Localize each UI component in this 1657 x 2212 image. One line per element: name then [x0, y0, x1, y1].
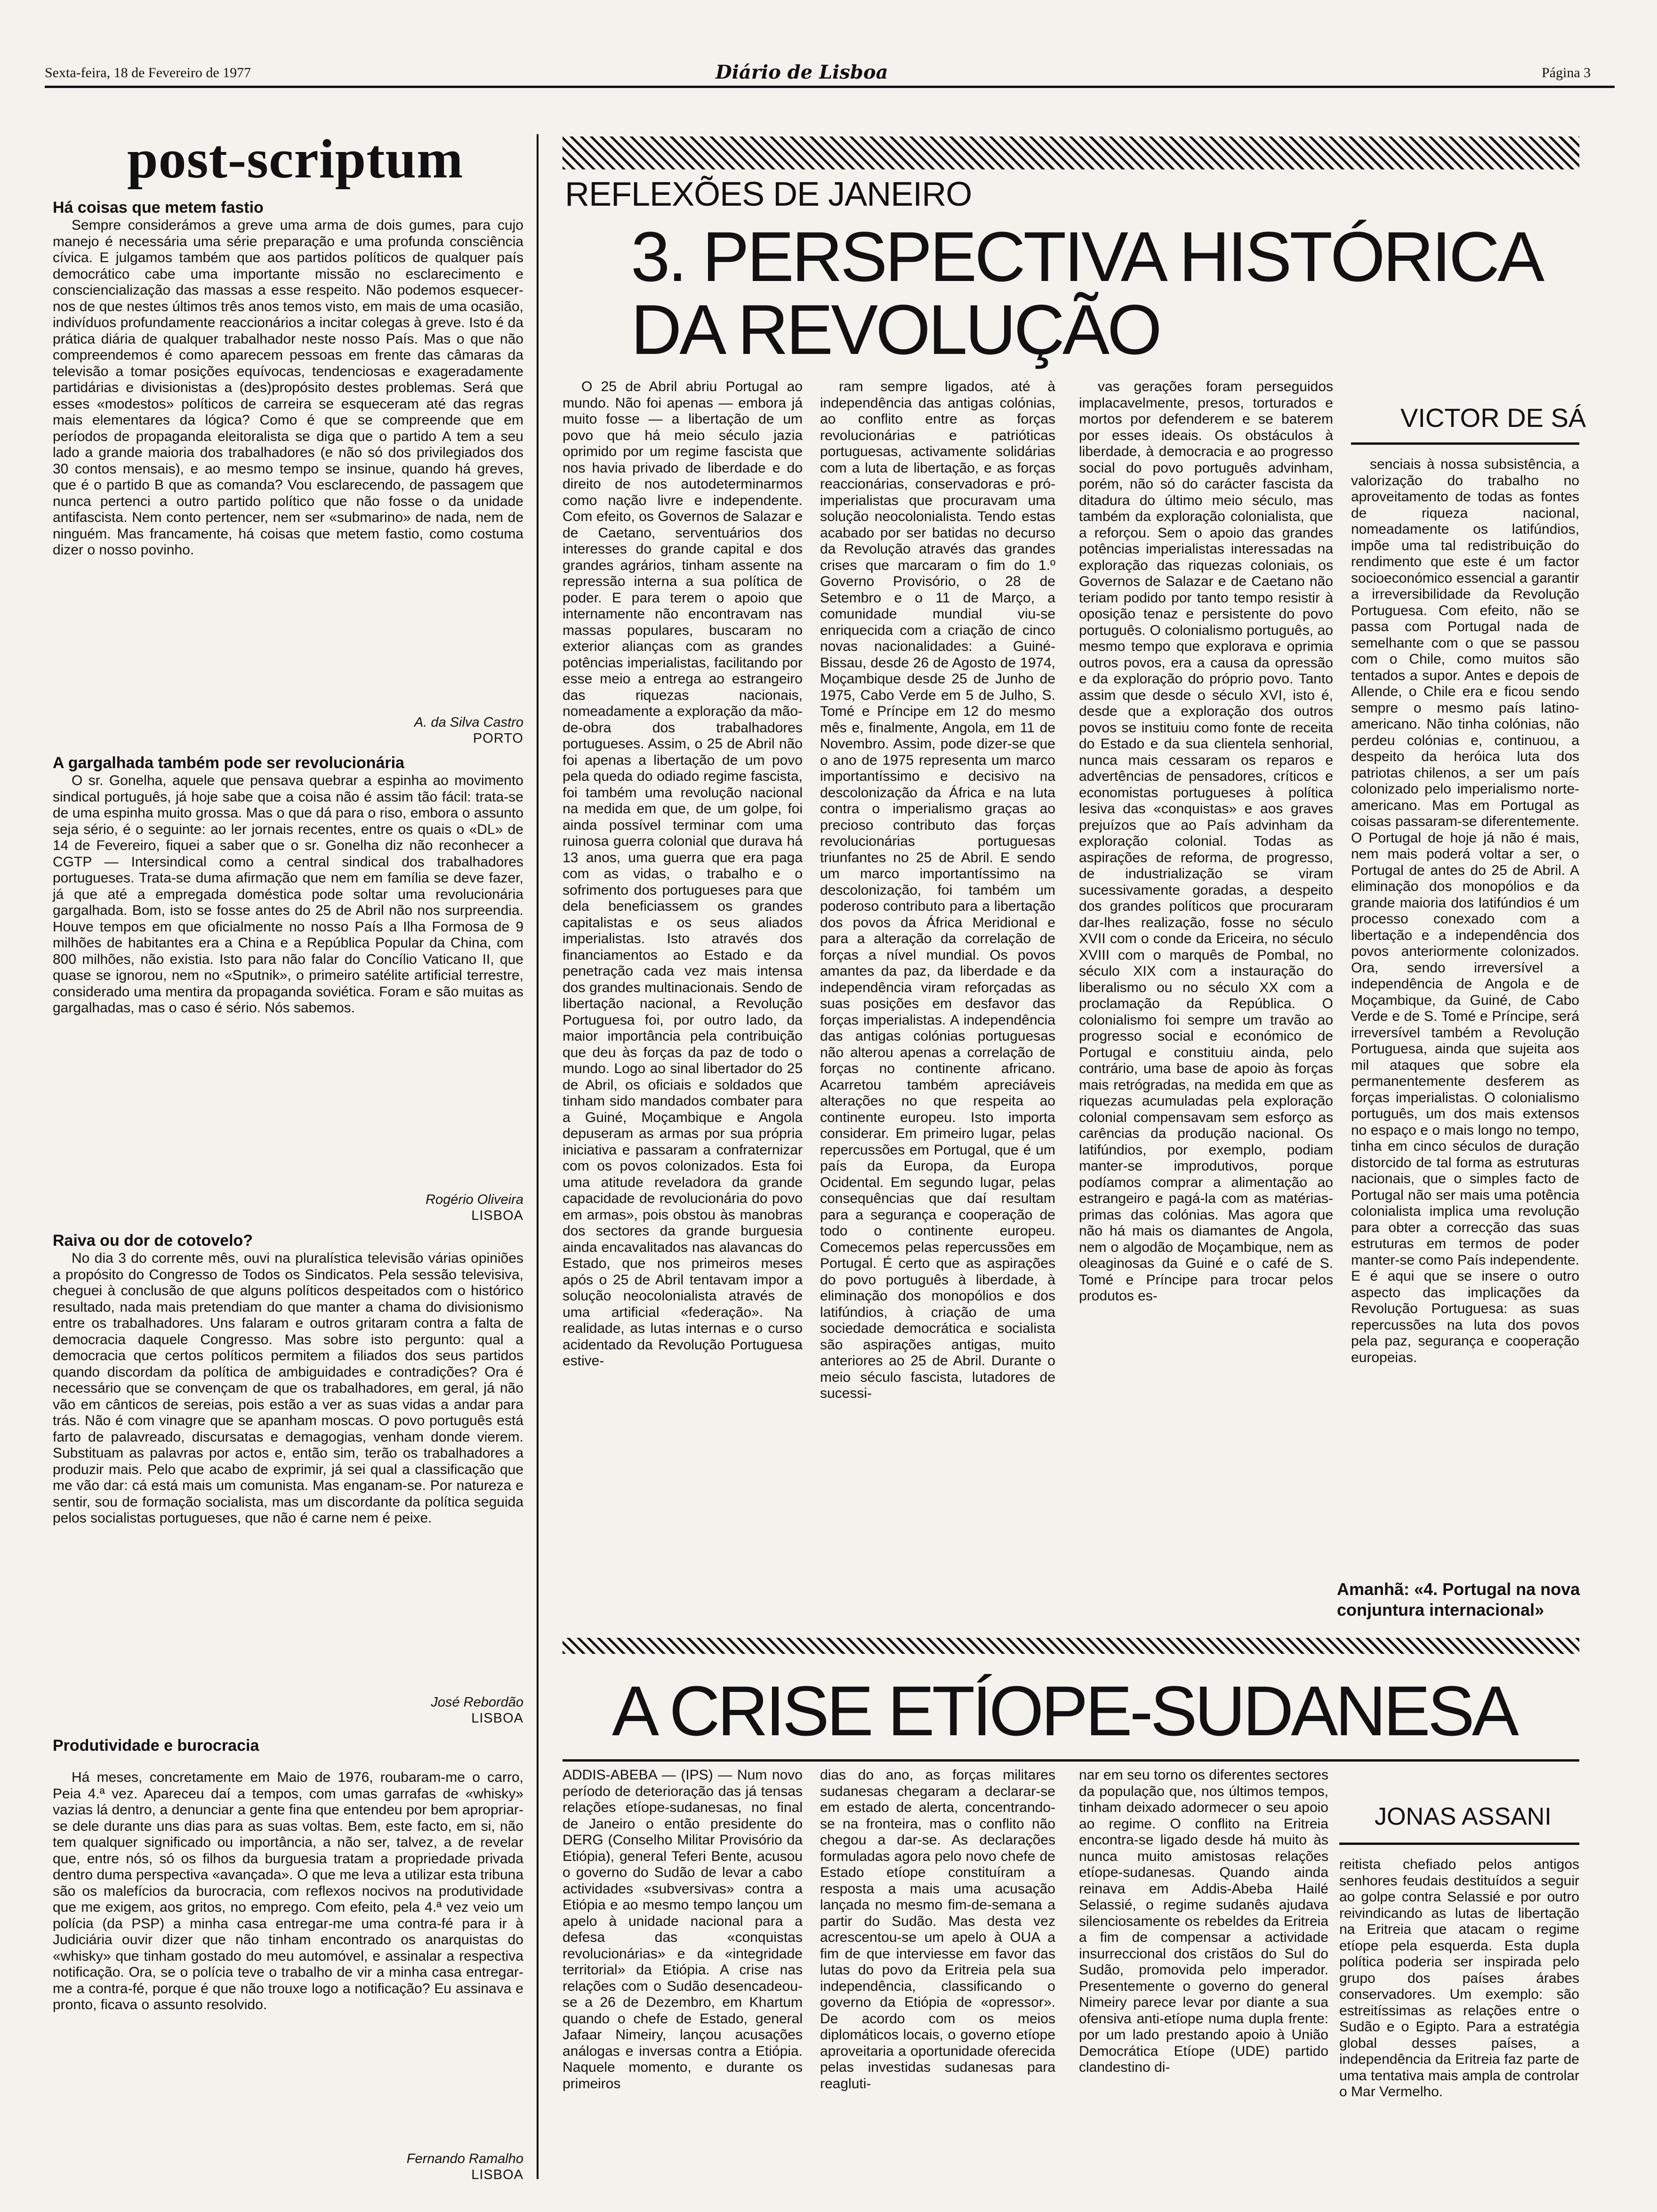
article1-kicker: REFLEXÕES DE JANEIRO [565, 176, 972, 213]
letter-title: A gargalhada também pode ser revolucionária [53, 754, 404, 772]
article1-byline: VICTOR DE SÁ [1400, 403, 1586, 433]
letter-1-signature [288, 714, 523, 746]
article2-column-1: ADDIS-ABEBA — (IPS) — Num novo período de deterioração das já tensas relações etíope-sudanesas, no final de Janeiro o então presidente do DERG (Conselho Militar Provisório da Etiópia), general Teferi Bente, acusou o governo do Sudão de levar a cabo actividades «subversivas» contra a Etiópia e ao mesmo tempo lançou um apelo à unidade nacional para a defesa das «conquistas revolucionárias» e da «integridade territorial» da Etiópia. A crise nas relações com o Sudão desencadeou-se a 26 de Dezembro, em Khartum quando o chefe de Estado, general Jafaar Nimeiry, lançou acusações análogas e inversas contra a Etiópia. Naquele momento, e durante os primeiros [563, 1767, 803, 2092]
letter-body: Sempre considerámos a greve uma arma de dois gumes, para cujo manejo é necessária uma série preparação e uma profunda consciência cívica. E julgamos também que aos partidos políticos de qualquer país democrático cabe uma importante missão no esclarecimento e consciencialização das massas a esse respeito. Não podemos esquecer-nos de que nestes últimos três anos temos visto, em mais de uma ocasião, indivíduos profundamente reaccionários a incitar colegas à greve. Isto é da prática diária de qualquer trabalhador neste nosso País. Mas o que não compreendemos é como aparecem pessoas em frente das câmaras da televisão a tomar posições equívocas, tendenciosas e exageradamente partidárias e divisionistas a (des)propósito destes problemas. Será que esses «modestos» políticos de carreira se esqueceram até das regras mais elementares da lógica? Como é que se compreende que em períodos de propaganda eleitoralista se diga que o partido A tem a seu lado a grande maioria dos trabalhadores (e não só dos privilegiados dos 30 contos mensais), e ao mesmo tempo se insinue, quando há greves, que é o partido B que as comanda? Vou esclarecendo, de passagem que nunca pertenci a outro partido político que não fosse o da unidade antifascista. Nem conto pertencer, nem ser «submarino» de nada, nem de ninguém. Mas francamente, há coisas que metem fastio, como costuma dizer o nosso povinho. [53, 217, 523, 558]
article1-column-2: ram sempre ligados, até à independência das antigas colónias, ao conflito entre as forças revolucionárias e patrióticas portuguesas, activamente solidárias com a luta de libertação, e as forças reaccionárias, conservadoras e pró-imperialistas que procuravam uma solução neocolonialista. Tendo estas acabado por ser batidas no decurso da Revolução através das grandes crises que marcaram o fim do 1.º Governo Provisório, o 28 de Setembro e o 11 de Março, a comunidade mundial viu-se enriquecida com a criação de cinco novas nacionalidades: a Guiné-Bissau, desde 26 de Agosto de 1974, Moçambique desde 25 de Junho de 1975, Cabo Verde em 5 de Julho, S. Tomé e Príncipe em 12 do mesmo mês e, finalmente, Angola, em 11 de Novembro. Assim, pode dizer-se que o ano de 1975 representa um marco importantíssimo e decisivo na descolonização da África e na luta contra o imperialismo graças ao precioso contributo das forças revolucionárias portuguesas triunfantes no 25 de Abril. E sendo um marco importantíssimo na descolonização, foi também um poderoso contributo para a libertação dos povos da África Meridional e para a alteração da correlação de forças a nível mundial. Os povos amantes da paz, da liberdade e da independência viram reforçadas as suas posições em desfavor das forças imperialistas. A independência das antigas colónias portuguesas não alterou apenas a correlação de forças no continente africano. Acarretou também apreciáveis alterações no que respeita ao continente europeu. Isto importa considerar. Em primeiro lugar, pelas repercussões em Portugal, que é um país da Europa, da Europa Ocidental. Em segundo lugar, pelas consequências que daí resultam para a segurança e cooperação de todo o continente europeu. Comecemos pelas repercussões em Portugal. É certo que as aspirações do povo português à liberdade, à eliminação dos monopólios e dos latifúndios, à criação de uma sociedade democrática e socialista são aspirações antigas, muito anteriores ao 25 de Abril. Durante o meio século fascista, lutadores de sucessi- [820, 379, 1055, 1401]
article1-column-3: vas gerações foram perseguidos implacavelmente, presos, torturados e mortos por defenderem e se baterem por esses ideais. Os obstáculos à liberdade, à democracia e ao progresso social do povo português advinham, porém, não só do carácter fascista da ditadura do último meio século, mas também da exploração colonialista, que a reforçou. Sem o apoio das grandes potências imperialistas interessadas na exploração das riquezas coloniais, os Governos de Salazar e de Caetano não teriam podido por tanto tempo resistir à oposição tenaz e persistente do povo português. O colonialismo português, ao mesmo tempo que explorava e oprimia outros povos, era a causa da opressão e da exploração do próprio povo. Tanto assim que desde o século XVI, isto é, desde que a exploração dos outros povos se instituiu como fonte de receita do Estado e da sua clientela senhorial, nunca mais cessaram os reparos e advertências de pensadores, críticos e economistas portugueses à política lesiva das «conquistas» e aos graves prejuízos que ao País advinham da exploração colonial. Todas as aspirações de reforma, de progresso, de industrialização se viram sucessivamente goradas, a despeito dos grandes políticos que procuraram dar-lhes realização, fosse no século XVII com o conde da Ericeira, no século XVIII com o marquês de Pombal, no século XIX com a instauração do liberalismo ou no século XX com a proclamação da República. O colonialismo foi sempre um travão ao progresso social e económico de Portugal e constituiu ainda, pelo contrário, uma base de apoio às forças mais retrógradas, na medida em que as riquezas acumuladas pela exploração colonial compensavam sem esforço as carências da produção nacional. Os latifúndios, por exemplo, podiam manter-se improdutivos, porque podíamos comprar a alimentação ao estrangeiro e pagá-la com as matérias-primas das colónias. Mas agora que não há mais os diamantes de Angola, nem o algodão de Moçambique, nem as oleaginosas da Guiné e o café de S. Tomé e Príncipe para trocar pelos produtos es- [1079, 379, 1333, 1304]
city: LISBOA [471, 1208, 523, 1223]
letter-body: O sr. Gonelha, aquele que pensava quebrar a espinha ao movimento sindical português, já hoje sabe que a coisa não é assim tão fácil: trata-se de uma espinha muito grossa. Mas o que dá para o riso, embora o assunto seja sério, é o seguinte: ao ler jornais recentes, entre os quais o «DL» de 14 de Fevereiro, fiquei a saber que o sr. Gonelha diz não reconhecer a CGTP — Intersindical como a central sindical dos trabalhadores portugueses. Trata-se duma afirmação que nem em família se deve fazer, já que até a empregada doméstica pode soltar uma revolucionária gargalhada. Bom, isto se fosse antes do 25 de Abril não nos surpreendia. Houve tempos em que oficialmente no nosso País a Ilha Formosa de 9 milhões de habitantes era a China e a República Popular da China, com 800 milhões, não existia. Isto para não falar do Concílio Vaticano II, que quase se ignorou, nem no «Sputnik», o primeiro satélite artificial terrestre, considerado uma mentira da propaganda soviética. Foram e são muitas as gargalhadas, mas o caso é sério. Nós sabemos. [53, 773, 523, 1016]
article2-column-4: reitista chefiado pelos antigos senhores feudais destituídos a seguir ao golpe contra Selassié e por outro reivindicando as lutas de libertação na Eritreia que atacam o regime etíope pela esquerda. Esta dupla política poderia ser inspirada pelo grupo dos países árabes conservadores. Um exemplo: são estreitíssimas as relações entre o Sudão e o Egipto. Para a estratégia global desses países, a independência da Eritreia faz parte de uma tentativa mais ampla de controlar o Mar Vermelho. [1339, 1857, 1579, 2100]
city: LISBOA [471, 1711, 523, 1726]
article1-column-4: senciais à nossa subsistência, a valorização do trabalho no aproveitamento de todas as fontes de riqueza nacional, nomeadamente os latifúndios, impõe uma tal redistribuição do rendimento que este é um factor socioeconómico essencial a garantir a irreversibilidade da Revolução Portuguesa. Com efeito, não se passa com Portugal nada de semelhante com o que se passou com o Chile, como muitos são tentados a supor. Antes e depois de Allende, o Chile era e ficou sendo sempre o mesmo país latino-americano. Não tinha colónias, não perdeu colónias e, continuou, a despeito da heróica luta dos patriotas chilenos, a ser um país colonizado pelo imperialismo norte-americano. Mas em Portugal as coisas passaram-se diferentemente. O Portugal de hoje já não é mais, nem mais poderá voltar a ser, o Portugal de antes do 25 de Abril. A eliminação dos monopólios e da grande maioria dos latifúndios é um processo conexado com a libertação e a independência dos povos anteriormente colonizados. Ora, sendo irreversível a independência de Angola e de Moçambique, da Guiné, de Cabo Verde e de S. Tomé e Príncipe, será irreversível também a Revolução Portuguesa, ainda que sujeita aos mil ataques que sobre ela permanentemente desferem as forças imperialistas. O colonialismo português, um dos mais extensos no espaço e o mais longo no tempo, tinha em cinco séculos de duração distorcido de tal forma as estruturas nacionais, que o simples facto de Portugal não ser mais uma potência colonialista implica uma revolução para obter a correcção das suas estruturas em termos de poder manter-se como País independente. E é aqui que se insere o outro aspecto das implicações da Revolução Portuguesa: as suas repercussões na luta dos povos pela paz, segurança e cooperação europeias. [1351, 457, 1579, 1365]
article2-headline: A CRISE ETÍOPE-SUDANESA [612, 1671, 1516, 1750]
letter-title: Produtividade e burocracia [53, 1737, 259, 1755]
author: Fernando Ramalho [406, 2151, 523, 2166]
letter-title: Há coisas que metem fastio [53, 199, 264, 216]
letter-2 [53, 753, 523, 1017]
letter-title: Raiva ou dor de cotovelo? [53, 1232, 253, 1250]
letter-2-signature [288, 1192, 523, 1224]
article1-hatched-band [563, 136, 1579, 169]
author: A. da Silva Castro [414, 715, 523, 730]
page-number: Página 3 [1542, 65, 1591, 80]
column-divider [537, 134, 539, 2179]
article1-headline-line2: DA REVOLUÇÃO [631, 290, 1160, 369]
issue-date: Sexta-feira, 18 de Fevereiro de 1977 [45, 65, 251, 80]
byline-rule [1351, 442, 1579, 445]
article2-byline: JONAS ASSANI [1375, 1803, 1552, 1830]
next-episode-note: Amanhã: «4. Portugal na nova conjuntura internacional» [1337, 1579, 1580, 1619]
city: LISBOA [471, 2167, 523, 2182]
author: José Rebordão [431, 1695, 523, 1710]
letter-4-signature [288, 2151, 523, 2183]
city: PORTO [473, 731, 523, 746]
letter-3-signature [288, 1694, 523, 1726]
letter-4 [53, 1736, 523, 2013]
author: Rogério Oliveira [426, 1192, 523, 1207]
letter-body: Há meses, concretamente em Maio de 1976, roubaram-me o carro, Peia 4.ª vez. Apareceu daí a tempos, com umas garrafas de «whisky» vazias lá dentro, a denunciar a gente fina que entendeu por bem apropriar-se dele durante uns dias para as suas voltas. Bem, este facto, em si, não tem qualquer significado ou importância, a não ser, talvez, a de revelar que, entre nós, só os filhos da burguesia tratam a propriedade privada dentro duma perspectiva «avançada». O que me leva a utilizar esta tribuna são os malefícios da burocracia, com reflexos nocivos na produtividade que me exigem, aos gritos, no emprego. Com efeito, pela 4.ª vez veio um polícia (da PSP) a minha casa entregar-me uma contra-fé para ir à Judiciária ouvir dizer que não tinham encontrado os anarquistas do «whisky» que tinham gostado do meu automóvel, e assinalar a respectiva notificação. Ora, se o polícia teve o trabalho de vir a minha casa entregar-me a contra-fé, porque é que não trouxe logo a notificação? Eu assinava e pronto, ficava o assunto resolvido. [53, 1770, 523, 2012]
postscriptum-title: post-scriptum [127, 128, 464, 190]
article2-column-3: nar em seu torno os diferentes sectores da população que, nos últimos tempos, tinham deixado adormecer o seu apoio ao regime. O conflito na Eritreia encontra-se ligado desde há muito às nunca muito amistosas relações etíope-sudanesas. Quando ainda reinava em Addis-Abeba Hailé Selassié, o regime sudanês ajudava silenciosamente os rebeldes da Eritreia a fim de compensar a actividade insurreccional dos cristãos do Sul do Sudão, promovida pelo imperador. Presentemente o governo do general Nimeiry parece levar por diante a sua ofensiva anti-etíope numa dupla frente: por um lado prestando apoio à União Democrática Etíope (UDE) partido clandestino di- [1079, 1767, 1328, 2075]
article-separator [563, 1638, 1579, 1654]
letter-3 [53, 1231, 523, 1527]
letter-1 [53, 198, 523, 559]
header-rule [45, 86, 1615, 88]
article1-headline-line1: 3. PERSPECTIVA HISTÓRICA [631, 217, 1543, 296]
letter-body: No dia 3 do corrente mês, ouvi na pluralística televisão várias opiniões a propósito do Congresso de Todos os Sindicatos. Pela sessão televisiva, cheguei à conclusão de que alguns políticos despeitados com o histórico resultado, nada mais pretendiam do que manter a chama do divisionismo entre os trabalhadores. Uns falaram e outros gritaram contra a falta de democracia daquele Congresso. Mas sobre isto pergunto: qual a democracia que certos políticos permitem a filiados dos seus partidos quando discordam da política de ambiguidades e contradições? Ora é necessário que se convençam de que os trabalhadores, em geral, já não vão em cânticos de sereias, pois estão a ver as suas vidas a andar para trás. Não é com vinagre que se apanham moscas. O povo português está farto de palavreado, discursatas e demagogias, venham donde vierem. Substituam as palavras por actos e, então sim, terão os trabalhadores a produzir mais. Pelo que acabo de exprimir, já sei qual a classificação que me vão dar: cá está mais um comunista. Mas enganam-se. Por natureza e sentir, sou de formação socialista, mas um discordante da política seguida pelos socialistas portugueses, que não é carne nem é peixe. [53, 1250, 523, 1526]
headline-rule [563, 1759, 1579, 1762]
byline-rule [1339, 1843, 1579, 1845]
masthead: Diário de Lisboa [716, 61, 888, 83]
article1-column-1: O 25 de Abril abriu Portugal ao mundo. Não foi apenas — embora já muito fosse — a libertação de um povo que há meio século jazia oprimido por um regime fascista que nos havia privado de liberdade e do direito de nos autodeterminarmos como nação livre e independente. Com efeito, os Governos de Salazar e de Caetano, serventuários dos interesses do grande capital e dos grandes agrários, tinham assente na repressão interna a sua política de poder. E para terem o apoio que internamente não encontravam nas massas populares, buscaram no exterior alianças com as grandes potências imperialistas, facilitando por esse meio a entrega ao estrangeiro das riquezas nacionais, nomeadamente a exploração da mão-de-obra dos trabalhadores portugueses. Assim, o 25 de Abril não foi apenas a libertação de um povo pela queda do odiado regime fascista, foi também uma revolução nacional na medida em que, de um golpe, foi ainda possível terminar com uma ruinosa guerra colonial que durava há 13 anos, uma guerra que era paga com as vidas, o trabalho e o sofrimento dos portugueses para que dela beneficiassem os grandes capitalistas e os seus aliados imperialistas. Isto através dos financiamentos ao Estado e da penetração cada vez mais intensa dos grandes multinacionais. Sendo de libertação nacional, a Revolução Portuguesa foi, por outro lado, da maior importância pela contribuição que deu às forças da paz de todo o mundo. Logo ao sinal libertador do 25 de Abril, os oficiais e soldados que tinham sido mandados combater para a Guiné, Moçambique e Angola depuseram as armas por sua própria iniciativa e passaram a confraternizar com os povos colonizados. Esta foi uma atitude reveladora da grande capacidade de revolucionária do povo em armas», pois obstou às manobras dos sectores da grande burguesia ainda encavalitados nas alavancas do Estado, que nos primeiros meses após o 25 de Abril tentavam impor a solução neocolonialista através de uma artificial «federação». Na realidade, as lutas internas e o curso acidentado da Revolução Portuguesa estive- [563, 379, 803, 1369]
article2-column-2: dias do ano, as forças militares sudanesas chegaram a declarar-se em estado de alerta, concentrando-se na fronteira, mas o conflito não chegou a dar-se. As declarações formuladas agora pelo novo chefe de Estado etíope constituíram a resposta a mais uma acusação lançada no mesmo fim-de-semana a partir do Sudão. Mas desta vez acrescentou-se um apelo à OUA a fim de que interviesse em favor das lutas do povo da Eritreia pela sua independência, classificando o governo da Etiópia de «opressor». De acordo com os meios diplomáticos locais, o governo etíope aproveitaria a oportunidade oferecida pelas investidas sudanesas para reagluti- [820, 1767, 1055, 2092]
